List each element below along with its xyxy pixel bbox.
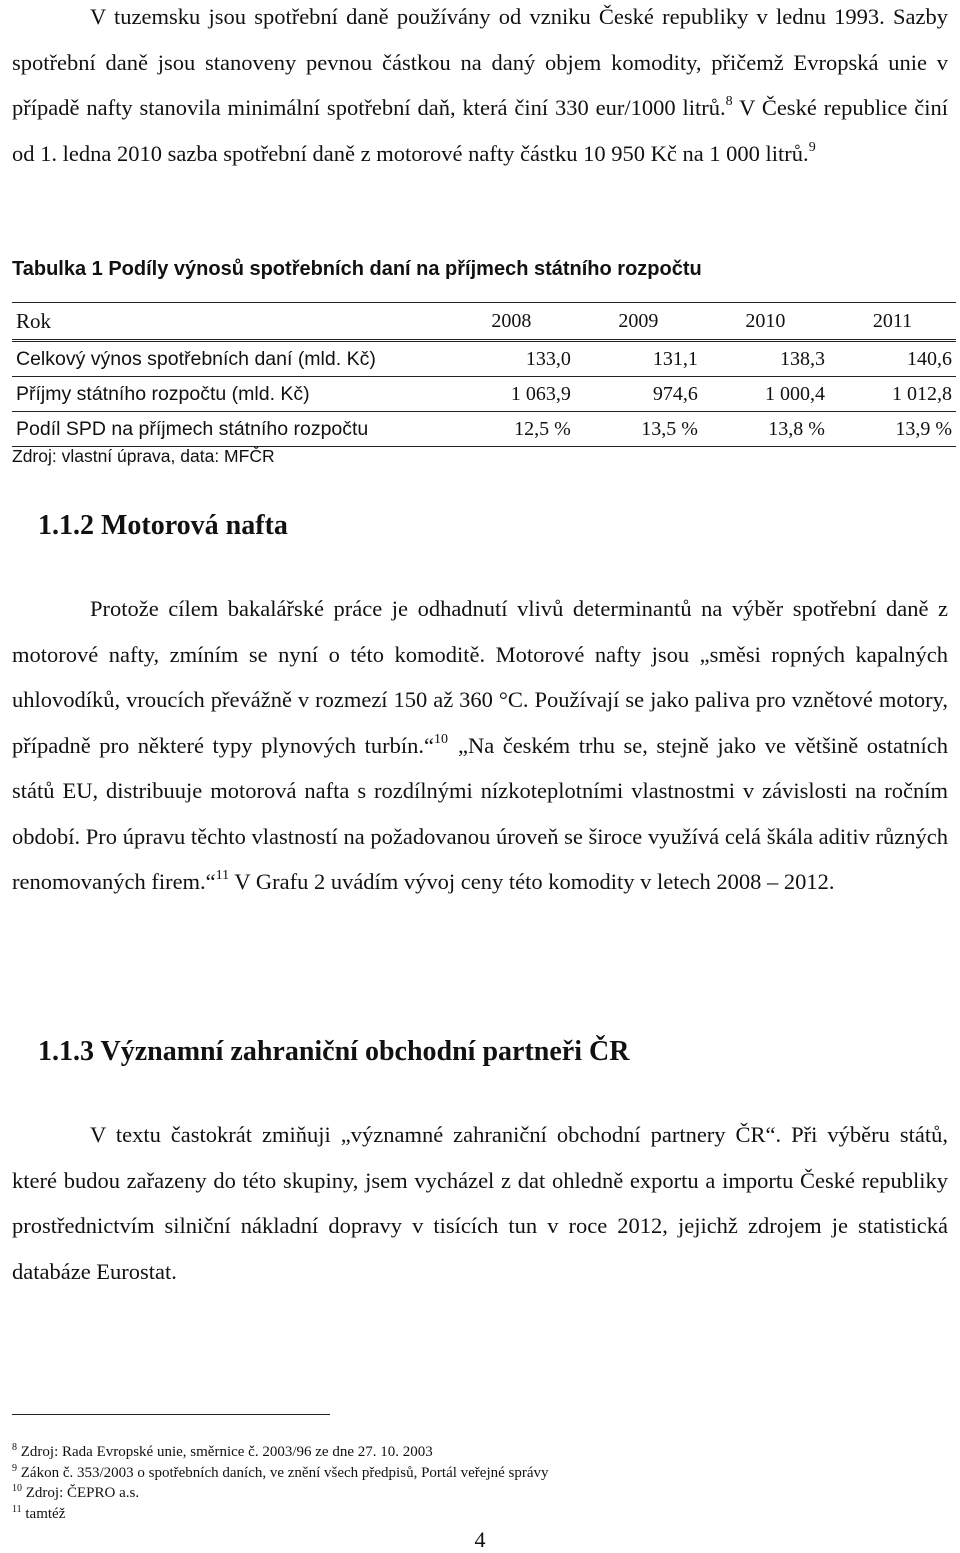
table-source: Zdroj: vlastní úprava, data: MFČR — [12, 446, 275, 466]
diesel-text-3: V Grafu 2 uvádím vývoj ceny této komodity v letech 2008 – 2012. — [234, 869, 835, 894]
table-row — [12, 341, 956, 377]
header-year: 2009 — [575, 303, 702, 341]
footnote-text: Zdroj: Rada Evropské unie, směrnice č. 2003/96 ze dne 27. 10. 2003 — [20, 1444, 433, 1460]
row-label: Podíl SPD na příjmech státního rozpočtu — [12, 412, 448, 447]
table-cell: 138,3 — [702, 341, 829, 377]
intro-paragraph — [12, 0, 948, 176]
table-row — [12, 412, 956, 447]
table-row — [12, 377, 956, 412]
table-header-row — [12, 303, 956, 341]
partners-text: V textu častokrát zmiňuji „významné zahraniční obchodní partnery ČR“. Při výběru států, které budou zařazeny do této skupiny, jsem vycházel z dat ohledně exportu a importu České republiky prostřednictvím silniční nákladní dopravy v tisících tun v roce 2012, jejichž zdrojem je statistická databáze Eurostat. — [12, 1122, 948, 1284]
table-cell: 13,8 % — [702, 412, 829, 447]
header-year: 2008 — [448, 303, 575, 341]
table-cell: 140,6 — [829, 341, 956, 377]
table-cell: 13,9 % — [829, 412, 956, 447]
footnote — [12, 1442, 549, 1463]
footnote-ref-9[interactable]: 9 — [808, 139, 816, 155]
header-year: 2011 — [829, 303, 956, 341]
table-cell: 133,0 — [448, 341, 575, 377]
row-label: Příjmy státního rozpočtu (mld. Kč) — [12, 377, 448, 412]
diesel-text-1: Protože cílem bakalářské práce je odhadnutí vlivů determinantů na výběr spotřební daně z motorové nafty, zmíním se nyní o této komoditě. Motorové nafty jsou „směsi ropných kapalných uhlovodíků, vroucích převážně v rozmezí 150 až 360 °C. Používají se jako paliva pro vznětové motory, případně pro některé typy plynových turbín.“ — [12, 596, 948, 758]
page-number: 4 — [474, 1527, 486, 1552]
table-cell: 12,5 % — [448, 412, 575, 447]
section-heading-diesel: 1.1.2 Motorová nafta — [38, 510, 288, 541]
table-cell: 1 000,4 — [702, 377, 829, 412]
diesel-text-2: „Na českém trhu se, stejně jako ve většině ostatních států EU, distribuuje motorová nafta s rozdílnými nízkoteplotními vlastnostmi v závislosti na ročním období. Pro úpravu těchto vlastností na požadovanou úroveň se široce využívá celá škála aditiv různých renomovaných firem.“ — [12, 732, 948, 894]
partners-paragraph — [12, 1112, 948, 1294]
section-heading-partners: 1.1.3 Významní zahraniční obchodní partneři ČR — [38, 1036, 630, 1067]
table-cell: 974,6 — [575, 377, 702, 412]
header-label: Rok — [12, 303, 448, 341]
table-cell: 1 063,9 — [448, 377, 575, 412]
footnote — [12, 1483, 549, 1504]
intro-text-b: V České republice činí od 1. ledna 2010 sazba spotřební daně z motorové nafty částku 10 950 Kč na 1 000 litrů. — [12, 95, 948, 166]
table-cell: 13,5 % — [575, 412, 702, 447]
footnotes — [12, 1442, 549, 1524]
footnote-number: 8 — [12, 1442, 17, 1453]
footnote-number: 9 — [12, 1462, 17, 1474]
footnote-number: 11 — [12, 1503, 22, 1515]
table-cell: 1 012,8 — [829, 377, 956, 412]
footnote — [12, 1504, 549, 1525]
footnote-ref-11[interactable]: 11 — [215, 868, 230, 883]
intro-text-a: V tuzemsku jsou spotřební daně používány od vzniku České republiky v lednu 1993. Sazby spotřební daně jsou stanoveny pevnou částkou na daný objem komodity, přičemž Evropská unie v případě nafty stanovila minimální spotřební daň, která činí 330 eur/1000 litrů. — [12, 4, 948, 120]
row-label: Celkový výnos spotřebních daní (mld. Kč) — [12, 341, 448, 377]
footnote-ref-8[interactable]: 8 — [725, 94, 733, 109]
tax-revenue-table — [12, 302, 956, 447]
footnote-text: Zdroj: ČEPRO a.s. — [25, 1485, 140, 1501]
table-caption: Tabulka 1 Podíly výnosů spotřebních daní na příjmech státního rozpočtu — [12, 258, 702, 280]
footnote — [12, 1463, 549, 1484]
footnote-number: 10 — [12, 1483, 22, 1494]
diesel-paragraph — [12, 586, 948, 905]
footnote-text: tamtéž — [25, 1505, 66, 1522]
header-year: 2010 — [702, 303, 829, 341]
footnote-separator — [12, 1414, 330, 1415]
footnote-text: Zákon č. 353/2003 o spotřebních daních, ve znění všech předpisů, Portál veřejné správy — [20, 1464, 549, 1481]
footnote-ref-10[interactable]: 10 — [433, 731, 448, 747]
table-cell: 131,1 — [575, 341, 702, 377]
